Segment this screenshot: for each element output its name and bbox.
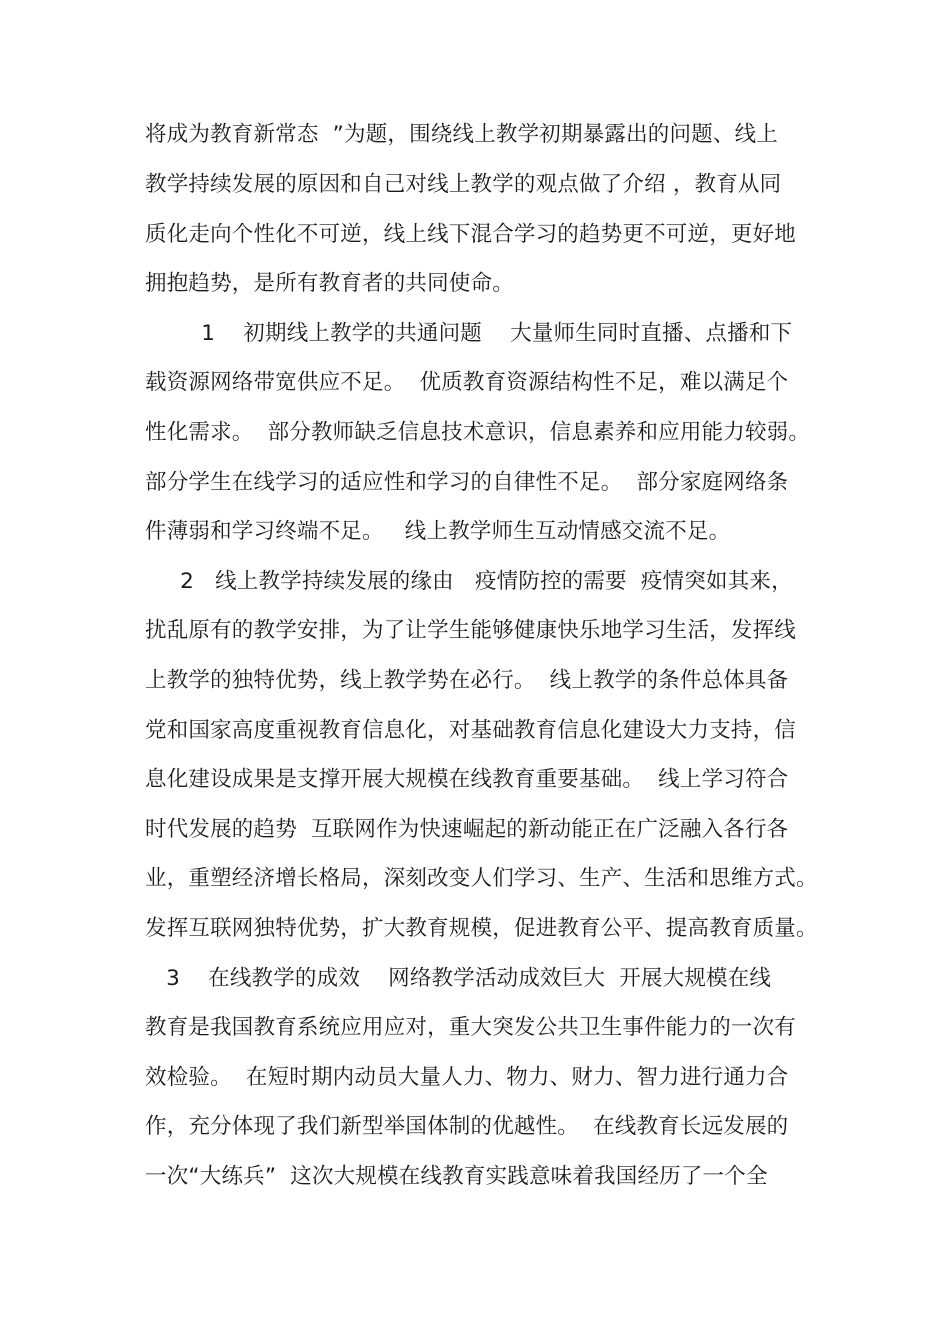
text-line: 一次“大练兵” 这次大规模在线教育实践意味着我国经历了一个全 <box>145 1164 768 1189</box>
text-line: 载资源网络带宽供应不足。 优质教育资源结构性不足，难以满足个 <box>145 370 789 395</box>
text-line: 上教学的独特优势，线上教学势在必行。 线上教学的条件总体具备 <box>145 668 789 693</box>
text-line: 时代发展的趋势 互联网作为快速崛起的新动能正在广泛融入各行各 <box>145 817 789 842</box>
text-line: 1 初期线上教学的共通问题 大量师生同时直播、点播和下 <box>145 321 793 346</box>
text-line: 息化建设成果是支撑开展大规模在线教育重要基础。 线上学习符合 <box>145 767 789 792</box>
text-line: 扰乱原有的教学安排，为了让学生能够健康快乐地学习生活，发挥线 <box>145 618 797 643</box>
text-line: 2 线上教学持续发展的缘由 疫情防控的需要 疫情突如其来， <box>145 569 793 594</box>
text-line: 件薄弱和学习终端不足。 线上教学师生互动情感交流不足。 <box>145 519 731 544</box>
text-line: 性化需求。 部分教师缺乏信息技术意识，信息素养和应用能力较弱。 <box>145 420 811 445</box>
text-line: 发挥互联网独特优势，扩大教育规模，促进教育公平、提高教育质量。 <box>145 916 818 941</box>
text-line: 将成为教育新常态 ”为题，围绕线上教学初期暴露出的问题、线上 <box>145 122 779 147</box>
text-line: 作，充分体现了我们新型举国体制的优越性。 在线教育长远发展的 <box>145 1114 789 1139</box>
text-line: 效检验。 在短时期内动员大量人力、物力、财力、智力进行通力合 <box>145 1065 789 1090</box>
text-line: 3 在线教学的成效 网络教学活动成效巨大 开展大规模在线 <box>145 966 772 991</box>
text-line: 党和国家高度重视教育信息化，对基础教育信息化建设大力支持，信 <box>145 718 797 743</box>
text-line: 质化走向个性化不可逆，线上线下混合学习的趋势更不可逆，更好地 <box>145 222 797 247</box>
text-line: 教学持续发展的原因和自己对线上教学的观点做了介绍 ，教育从同 <box>145 172 782 197</box>
text-line: 教育是我国教育系统应用应对，重大突发公共卫生事件能力的一次有 <box>145 1015 797 1040</box>
text-line: 拥抱趋势，是所有教育者的共同使命。 <box>145 271 514 296</box>
text-line: 部分学生在线学习的适应性和学习的自律性不足。 部分家庭网络条 <box>145 470 789 495</box>
text-line: 业，重塑经济增长格局，深刻改变人们学习、生产、生活和思维方式。 <box>145 866 818 891</box>
